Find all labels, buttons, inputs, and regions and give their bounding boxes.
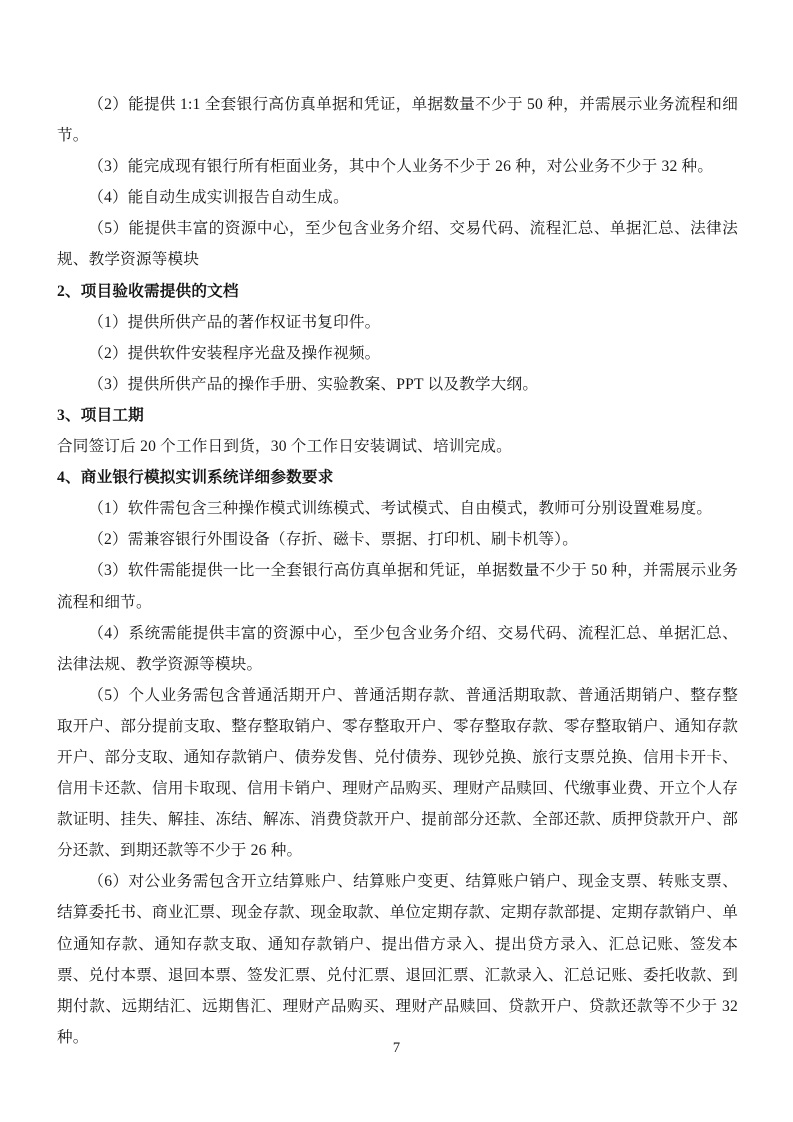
paragraph-installation-media: （2）提供软件安装程序光盘及操作视频。 <box>88 344 381 362</box>
paragraph-operation-modes: （1）软件需包含三种操作模式训练模式、考试模式、自由模式，教师可分别设置难易度。 <box>88 500 713 518</box>
document-content <box>57 89 738 1053</box>
paragraph-training-report: （4）能自动生成实训报告自动生成。 <box>88 189 349 207</box>
paragraph-resource-center-detail: （4）系统需能提供丰富的资源中心，至少包含业务介绍、交易代码、流程汇总、单据汇总、法律法规、教学资源等模块。 <box>57 624 738 673</box>
paragraph-delivery-schedule: 合同签订后 20 个工作日到货，30 个工作日安装调试、培训完成。 <box>57 438 512 456</box>
paragraph-voucher-simulation: （3）软件需能提供一比一全套银行高仿真单据和凭证，单据数量不少于 50 种，并需展示业务流程和细节。 <box>57 562 738 611</box>
paragraph-manuals: （3）提供所供产品的操作手册、实验教案、PPT 以及教学大纲。 <box>88 375 539 393</box>
paragraph-counter-business: （3）能完成现有银行所有柜面业务，其中个人业务不少于 26 种，对公业务不少于 32 种。 <box>88 158 714 176</box>
paragraph-resource-center: （5）能提供丰富的资源中心，至少包含业务介绍、交易代码、流程汇总、单据汇总、法律法规、教学资源等模块 <box>57 220 738 269</box>
heading-project-schedule: 3、项目工期 <box>57 406 144 424</box>
paragraph-corporate-business-list: （6）对公业务需包含开立结算账户、结算账户变更、结算账户销户、现金支票、转账支票、结算委托书、商业汇票、现金存款、现金取款、单位定期存款、定期存款部提、定期存款销户、单位通知存款、通知存款支取、通知存款销户、提出借方录入、提出贷方录入、汇总记账、签发本票、兑付本票、退回本票、签发汇票、兑付汇票、退回汇票、汇款录入、汇总记账、委托收款、到期付款、远期结汇、远期售汇、理财产品购买、理财产品赎回、贷款开户、贷款还款等不少于 32 种。 <box>57 873 738 1046</box>
page-number: 7 <box>392 1040 401 1056</box>
heading-acceptance-documents: 2、项目验收需提供的文档 <box>57 282 239 300</box>
paragraph-vouchers-requirement: （2）能提供 1:1 全套银行高仿真单据和凭证，单据数量不少于 50 种，并需展示业务流程和细节。 <box>57 96 738 145</box>
paragraph-peripheral-compatibility: （2）需兼容银行外围设备（存折、磁卡、票据、打印机、刷卡机等）。 <box>88 531 578 549</box>
paragraph-copyright-certificate: （1）提供所供产品的著作权证书复印件。 <box>88 313 381 331</box>
heading-detailed-parameters: 4、商业银行模拟实训系统详细参数要求 <box>57 469 334 487</box>
paragraph-personal-business-list: （5）个人业务需包含普通活期开户、普通活期存款、普通活期取款、普通活期销户、整存整取开户、部分提前支取、整存整取销户、零存整取开户、零存整取存款、零存整取销户、通知存款开户、部分支取、通知存款销户、债券发售、兑付债券、现钞兑换、旅行支票兑换、信用卡开卡、信用卡还款、信用卡取现、信用卡销户、理财产品购买、理财产品赎回、代缴事业费、开立个人存款证明、挂失、解挂、冻结、解冻、消费贷款开户、提前部分还款、全部还款、质押贷款开户、部分还款、到期还款等不少于 26 种。 <box>57 686 738 860</box>
